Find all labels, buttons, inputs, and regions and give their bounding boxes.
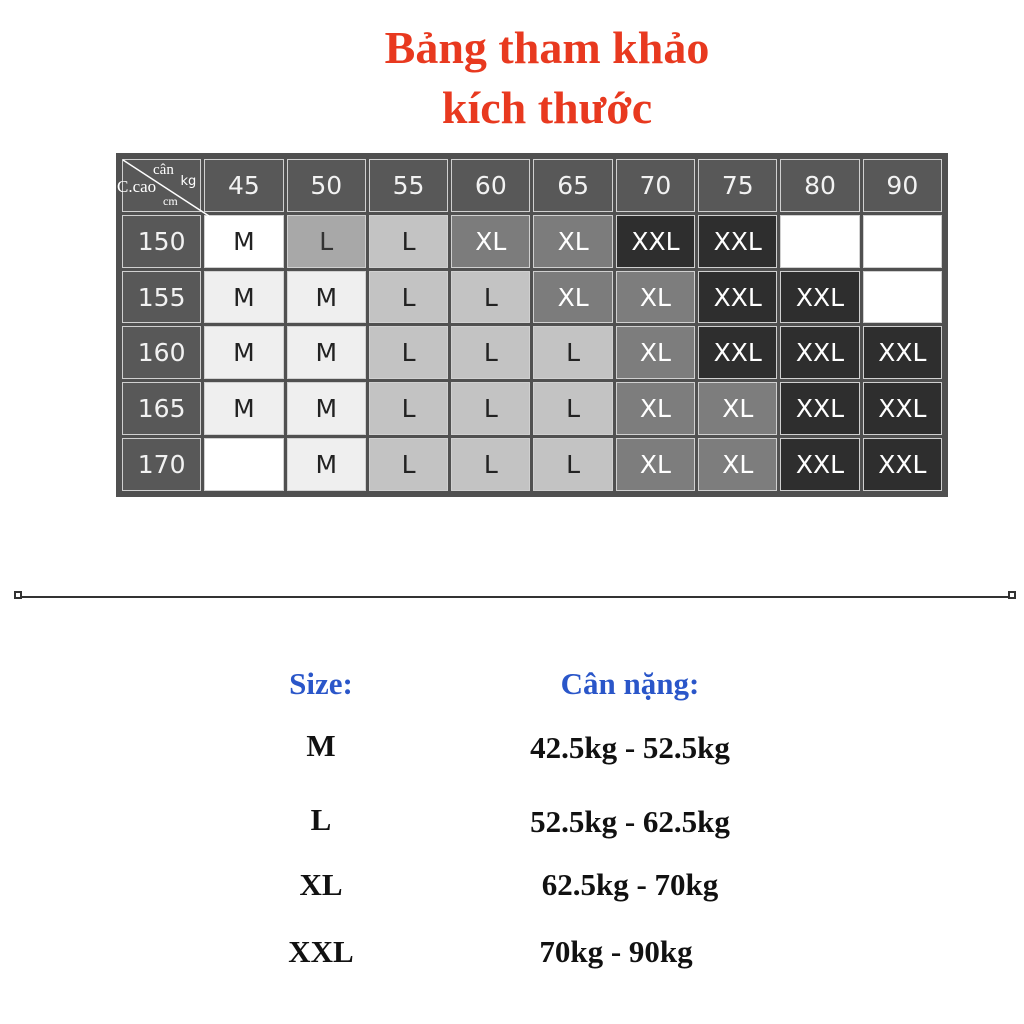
divider-handle-right-icon xyxy=(1008,591,1016,599)
weight-header: 65 xyxy=(533,159,612,212)
corner-height-label: C.cao xyxy=(117,177,157,196)
size-cell xyxy=(204,438,283,491)
size-cell: M xyxy=(287,382,366,435)
page-title xyxy=(0,18,1024,138)
legend-range: 42.5kg - 52.5kg xyxy=(530,730,730,765)
divider-handle-left-icon xyxy=(14,591,22,599)
size-cell xyxy=(863,271,942,324)
legend-range: 70kg - 90kg xyxy=(539,934,693,969)
size-cell: XXL xyxy=(863,326,942,379)
title-line-2: kích thước xyxy=(441,82,653,133)
size-cell: L xyxy=(451,382,530,435)
size-cell: M xyxy=(204,382,283,435)
size-cell: L xyxy=(533,326,612,379)
size-cell: M xyxy=(287,326,366,379)
size-cell: M xyxy=(204,271,283,324)
size-cell: XXL xyxy=(780,438,859,491)
size-cell: XXL xyxy=(863,382,942,435)
size-table xyxy=(119,156,945,494)
height-row xyxy=(122,271,942,324)
size-cell: XL xyxy=(616,271,695,324)
size-cell: L xyxy=(369,271,448,324)
size-cell: XL xyxy=(698,438,777,491)
section-divider xyxy=(18,596,1014,598)
corner-height-unit: cm xyxy=(163,194,178,208)
height-header: 165 xyxy=(122,382,201,435)
size-cell: XXL xyxy=(616,215,695,268)
weight-header: 55 xyxy=(369,159,448,212)
size-cell: L xyxy=(369,326,448,379)
size-cell xyxy=(780,215,859,268)
size-cell: M xyxy=(204,215,283,268)
size-cell: XXL xyxy=(780,382,859,435)
legend-size: XL xyxy=(299,867,343,902)
size-cell: XXL xyxy=(863,438,942,491)
size-cell: L xyxy=(533,438,612,491)
legend-size: M xyxy=(306,728,336,763)
title-line-1: Bảng tham khảo xyxy=(384,22,710,73)
size-cell: L xyxy=(451,326,530,379)
weight-header: 70 xyxy=(616,159,695,212)
height-row xyxy=(122,215,942,268)
size-cell: L xyxy=(369,438,448,491)
size-cell: XXL xyxy=(698,271,777,324)
size-cell: XXL xyxy=(698,326,777,379)
height-header: 150 xyxy=(122,215,201,268)
weight-header: 50 xyxy=(287,159,366,212)
size-cell: M xyxy=(287,438,366,491)
size-cell xyxy=(863,215,942,268)
weight-header: 90 xyxy=(863,159,942,212)
size-cell: L xyxy=(533,382,612,435)
height-row xyxy=(122,382,942,435)
corner-cell xyxy=(117,159,201,212)
legend-size: L xyxy=(310,802,332,837)
size-cell: XXL xyxy=(780,271,859,324)
size-cell: XL xyxy=(533,271,612,324)
legend-weight-header: Cân nặng: xyxy=(560,666,700,701)
size-cell: L xyxy=(287,215,366,268)
weight-header: 80 xyxy=(780,159,859,212)
size-cell: M xyxy=(287,271,366,324)
size-cell: XL xyxy=(533,215,612,268)
legend-size: XXL xyxy=(288,934,354,969)
weight-header-row xyxy=(122,159,942,212)
weight-header: 45 xyxy=(204,159,283,212)
legend-size-header: Size: xyxy=(289,666,353,701)
size-chart-grid xyxy=(116,153,948,497)
weight-header: 75 xyxy=(698,159,777,212)
size-cell: XL xyxy=(616,326,695,379)
height-row xyxy=(122,326,942,379)
size-cell: XXL xyxy=(780,326,859,379)
size-cell: L xyxy=(451,438,530,491)
size-cell: XL xyxy=(451,215,530,268)
size-cell: L xyxy=(369,215,448,268)
legend-range: 62.5kg - 70kg xyxy=(541,867,719,902)
size-cell: XL xyxy=(616,438,695,491)
size-cell: M xyxy=(204,326,283,379)
height-row xyxy=(122,438,942,491)
size-cell: XL xyxy=(698,382,777,435)
height-header: 155 xyxy=(122,271,201,324)
height-header: 160 xyxy=(122,326,201,379)
weight-header: 60 xyxy=(451,159,530,212)
corner-weight-unit: kg xyxy=(180,174,197,189)
size-cell: L xyxy=(451,271,530,324)
size-cell: XL xyxy=(616,382,695,435)
height-header: 170 xyxy=(122,438,201,491)
legend-range: 52.5kg - 62.5kg xyxy=(530,804,730,839)
size-cell: XXL xyxy=(698,215,777,268)
size-cell: L xyxy=(369,382,448,435)
corner-weight-label: cân xyxy=(153,162,174,178)
